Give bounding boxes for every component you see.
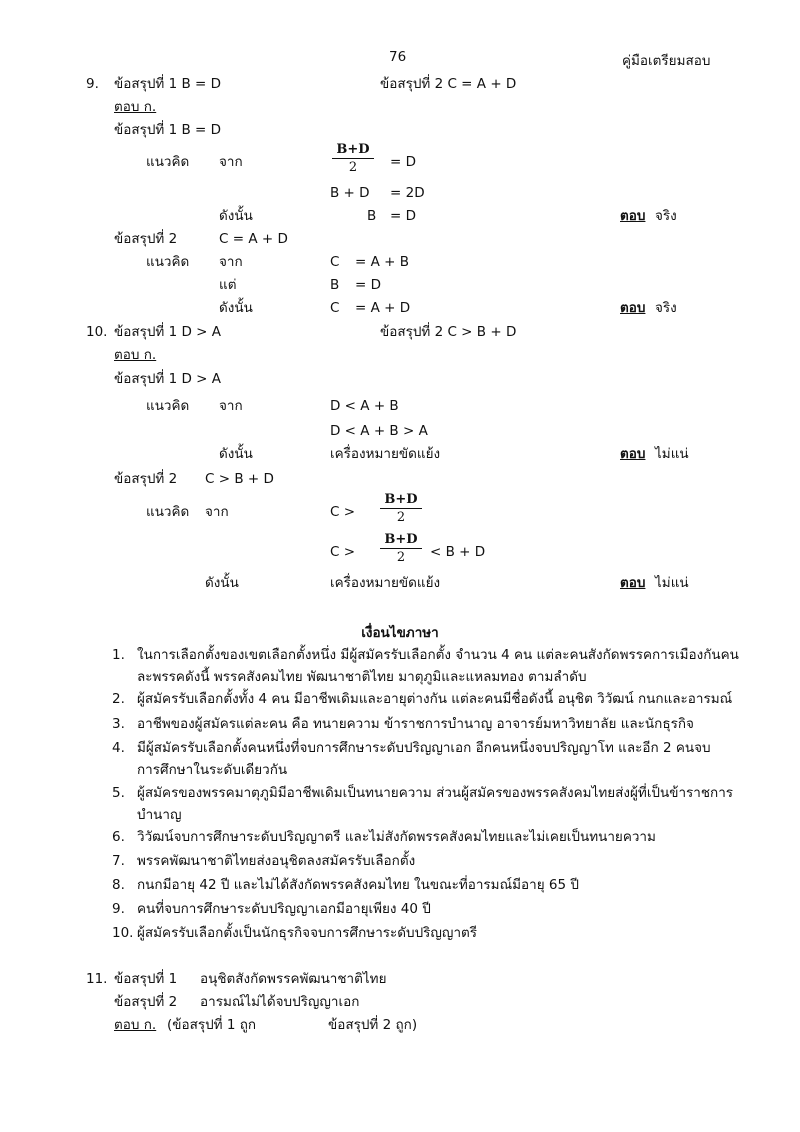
condition-number: 6. [112,829,125,845]
q10-s1-from-label: จาก [219,398,243,414]
q9-answer: ตอบ ก. [114,99,157,115]
q9-fraction-numerator: B+D [336,142,370,157]
q10-fraction-2-denominator: 2 [396,550,406,565]
q9-s2-idea-label: แนวคิด [146,254,190,270]
q9-eq3-lhs: B [367,208,377,224]
q10-conclusion-2: ข้อสรุปที่ 2 C > B + D [380,324,517,340]
conditions-title: เงื่อนไขภาษา [361,625,439,641]
q9-s2-therefore: ดังนั้น [219,300,253,316]
q9-verdict2-label: ตอบ [620,300,646,316]
q11-answer-label: ตอบ ก. [114,1017,157,1033]
q9-s1-heading: ข้อสรุปที่ 1 B = D [114,122,222,138]
fraction-bar [380,508,422,509]
q10-verdict2-label: ตอบ [620,575,646,591]
q9-verdict1-label: ตอบ [620,208,646,224]
q10-fraction-2-numerator: B+D [384,532,418,547]
condition-text-line-1: พรรคพัฒนาชาติไทยส่งอนุชิตลงสมัครรับเลือกตั้ง [137,853,416,869]
q11-c1-text: อนุชิตสังกัดพรรคพัฒนาชาติไทย [200,971,387,987]
q10-s1-conflict: เครื่องหมายขัดแย้ง [330,446,441,462]
q10-s2-idea-label: แนวคิด [146,504,190,520]
q11-answer-part-1: (ข้อสรุปที่ 1 ถูก [167,1017,257,1033]
q10-answer: ตอบ ก. [114,347,157,363]
q9-s1-therefore: ดังนั้น [219,208,253,224]
fraction-bar [380,548,422,549]
q9-s2-l2-lhs: B [330,277,340,293]
condition-number: 8. [112,877,125,893]
q10-number: 10. [86,324,108,340]
q9-s2-l1-rhs: = A + B [355,254,409,270]
q9-conclusion-2: ข้อสรุปที่ 2 C = A + D [380,76,517,92]
condition-text-line-1: กนกมีอายุ 42 ปี และไม่ได้สังกัดพรรคสังคมไทย ในขณะที่อารมณ์มีอายุ 65 ปี [137,877,579,893]
q9-s2-from-label: จาก [219,254,243,270]
q10-s1-heading: ข้อสรุปที่ 1 D > A [114,371,221,387]
q9-verdict2: จริง [655,300,677,316]
q10-s2-expr: C > B + D [205,471,274,487]
condition-text-line-1: ผู้สมัครรับเลือกตั้งเป็นนักธุรกิจจบการศึกษาระดับปริญญาตรี [137,925,478,941]
book-title: คู่มือเตรียมสอบ [622,53,711,69]
q9-verdict1: จริง [655,208,677,224]
q10-s2-therefore: ดังนั้น [205,575,239,591]
condition-text-line-2: บำนาญ [137,807,182,823]
q9-eq2-rhs: = 2D [390,185,425,201]
condition-number: 7. [112,853,125,869]
q9-fraction-denominator: 2 [348,160,358,175]
q10-s2-l2-rhs: < B + D [430,544,486,560]
q9-s2-but: แต่ [219,277,237,293]
q11-c2-label: ข้อสรุปที่ 2 [114,994,178,1010]
q10-verdict1: ไม่แน่ [655,446,689,462]
condition-text-line-1: ในการเลือกตั้งของเขตเลือกตั้งหนึ่ง มีผู้สมัครรับเลือกตั้ง จำนวน 4 คน แต่ละคนสังกัดพรรคการเมืองกันคน [137,647,739,663]
condition-number: 9. [112,901,125,917]
q9-s2-l3-lhs: C [330,300,340,316]
fraction-bar [332,158,374,159]
q9-fraction [328,142,378,175]
q9-s2-l3-rhs: = A + D [355,300,411,316]
q11-c1-label: ข้อสรุปที่ 1 [114,971,178,987]
q9-number: 9. [86,76,99,92]
condition-number: 5. [112,785,125,801]
q10-s2-conflict: เครื่องหมายขัดแย้ง [330,575,441,591]
page-number: 76 [389,49,407,65]
condition-text-line-2: การศึกษาในระดับเดียวกัน [137,762,288,778]
q9-eq1-rhs: = D [390,154,416,170]
condition-text-line-1: วิวัฒน์จบการศึกษาระดับปริญญาตรี และไม่สังกัดพรรคสังคมไทยและไม่เคยเป็นทนายความ [137,829,656,845]
condition-text-line-1: มีผู้สมัครรับเลือกตั้งคนหนึ่งที่จบการศึกษาระดับปริญญาเอก อีกคนหนึ่งจบปริญญาโท และอีก 2 คนจบ [137,740,711,756]
q10-verdict2: ไม่แน่ [655,575,689,591]
q10-s2-l2-lhs: C > [330,544,356,560]
q10-s1-idea-label: แนวคิด [146,398,190,414]
condition-text-line-2: ละพรรคดังนี้ พรรคสังคมไทย พัฒนาชาติไทย มาตุภูมิและแหลมทอง ตามลำดับ [137,669,587,685]
q10-verdict1-label: ตอบ [620,446,646,462]
condition-text-line-1: คนที่จบการศึกษาระดับปริญญาเอกมีอายุเพียง 40 ปี [137,901,431,917]
q10-s1-therefore: ดังนั้น [219,446,253,462]
q10-conclusion-1: ข้อสรุปที่ 1 D > A [114,324,221,340]
q9-conclusion-1: ข้อสรุปที่ 1 B = D [114,76,222,92]
condition-text-line-1: ผู้สมัครรับเลือกตั้งทั้ง 4 คน มีอาชีพเดิมและอายุต่างกัน แต่ละคนมีชื่อดังนี้ อนุชิต วิวัฒน์ กนกและอารมณ์ [137,691,733,707]
condition-text-line-1: อาชีพของผู้สมัครแต่ละคน คือ ทนายความ ข้าราชการบำนาญ อาจารย์มหาวิทยาลัย และนักธุรกิจ [137,716,694,732]
q9-eq3-rhs: = D [390,208,416,224]
q9-s1-idea-label: แนวคิด [146,154,190,170]
condition-number: 1. [112,647,125,663]
condition-text-line-1: ผู้สมัครของพรรคมาตุภูมิมีอาชีพเดิมเป็นทนายความ ส่วนผู้สมัครของพรรคสังคมไทยส่งผู้ที่เป็นข้าราชการ [137,785,734,801]
q10-s2-l1-lhs: C > [330,504,356,520]
condition-number: 10. [112,925,134,941]
q11-number: 11. [86,971,108,987]
q10-fraction-1-numerator: B+D [384,492,418,507]
q10-s2-from-label: จาก [205,504,229,520]
q10-s1-l1: D < A + B [330,398,399,414]
condition-number: 3. [112,716,125,732]
q9-s1-from-label: จาก [219,154,243,170]
q9-s2-l2-rhs: = D [355,277,381,293]
q11-answer-part-2: ข้อสรุปที่ 2 ถูก) [328,1017,418,1033]
q11-c2-text: อารมณ์ไม่ได้จบปริญญาเอก [200,994,360,1010]
q10-fraction-1-denominator: 2 [396,510,406,525]
q9-s2-l1-lhs: C [330,254,340,270]
condition-number: 2. [112,691,125,707]
q10-fraction-1 [376,492,426,525]
q10-fraction-2 [376,532,426,565]
q9-s2-label: ข้อสรุปที่ 2 [114,231,178,247]
condition-number: 4. [112,740,125,756]
q9-s2-expr: C = A + D [219,231,288,247]
q9-eq2-lhs: B + D [330,185,370,201]
q10-s1-l2: D < A + B > A [330,423,428,439]
q10-s2-label: ข้อสรุปที่ 2 [114,471,178,487]
